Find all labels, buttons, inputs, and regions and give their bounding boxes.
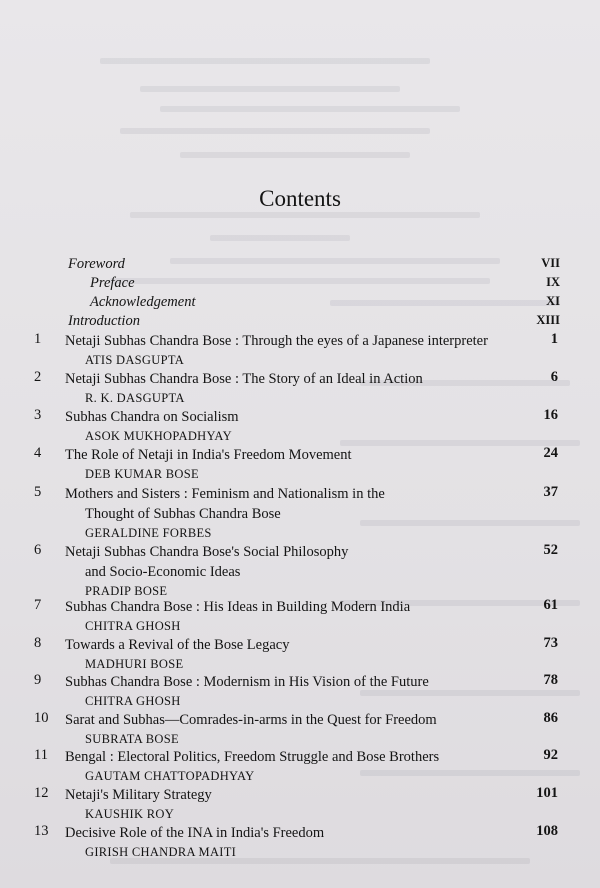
- entry-author: ATIS DASGUPTA: [85, 353, 185, 367]
- entry-title-line: Sarat and Subhas—Comrades-in-arms in the Quest for Freedom: [65, 712, 437, 728]
- entry-number: 4: [34, 445, 42, 461]
- entry-title-line: Netaji Subhas Chandra Bose : Through the eyes of a Japanese interpreter: [65, 333, 488, 349]
- front-matter-page: IX: [546, 275, 560, 289]
- entry-title-line: and Socio-Economic Ideas: [85, 564, 241, 580]
- entry-title-line: Decisive Role of the INA in India's Freedom: [65, 825, 325, 841]
- entry-author: ASOK MUKHOPADHYAY: [85, 429, 232, 443]
- entry-number: 8: [34, 635, 42, 651]
- front-matter-page: XIII: [536, 313, 560, 327]
- entry-page: 52: [543, 542, 558, 558]
- entry-title: [65, 747, 535, 767]
- entry-author: SUBRATA BOSE: [85, 732, 179, 746]
- entry-author: KAUSHIK ROY: [85, 807, 175, 821]
- entry-title-line: Bengal : Electoral Politics, Freedom Struggle and Bose Brothers: [65, 749, 440, 765]
- front-matter-item: [68, 313, 560, 330]
- front-matter-item: [68, 256, 560, 273]
- entry-title: [65, 672, 535, 692]
- front-matter-label: Foreword: [68, 256, 125, 272]
- entry-number: 10: [34, 710, 49, 726]
- entry-title-line: Subhas Chandra Bose : His Ideas in Building Modern India: [65, 599, 411, 615]
- entry-title: [65, 369, 535, 389]
- entry-page: 61: [543, 597, 558, 613]
- front-matter-item: [68, 275, 560, 292]
- front-matter-page: XI: [546, 294, 560, 308]
- entry-page: 6: [550, 369, 558, 385]
- entry-title: [65, 542, 535, 582]
- entry-title: [65, 331, 535, 351]
- entry-title-line: The Role of Netaji in India's Freedom Movement: [65, 447, 352, 463]
- entry-number: 7: [34, 597, 42, 613]
- entry-author: PRADIP BOSE: [85, 584, 168, 598]
- entry-number: 12: [34, 785, 49, 801]
- entry-author: GERALDINE FORBES: [85, 526, 212, 540]
- entry-number: 1: [34, 331, 42, 347]
- entry-title-line: Subhas Chandra on Socialism: [65, 409, 239, 425]
- entry-title-line: Netaji's Military Strategy: [65, 787, 212, 803]
- entry-author: R. K. DASGUPTA: [85, 391, 185, 405]
- entry-author: CHITRA GHOSH: [85, 694, 181, 708]
- entry-page: 37: [543, 484, 558, 500]
- front-matter-page: VII: [541, 256, 560, 270]
- entry-number: 5: [34, 484, 42, 500]
- entry-title: [65, 445, 535, 465]
- entry-page: 16: [543, 407, 558, 423]
- entry-number: 2: [34, 369, 42, 385]
- entry-title-line: Mothers and Sisters : Feminism and Nationalism in the: [65, 486, 385, 502]
- entry-page: 78: [543, 672, 558, 688]
- entry-page: 92: [543, 747, 558, 763]
- entry-page: 101: [536, 785, 558, 801]
- entry-title: [65, 785, 535, 805]
- entry-title-line: Subhas Chandra Bose : Modernism in His Vision of the Future: [65, 674, 429, 690]
- entry-author: DEB KUMAR BOSE: [85, 467, 199, 481]
- front-matter-label: Preface: [90, 275, 135, 291]
- entry-title-line: Netaji Subhas Chandra Bose : The Story of an Ideal in Action: [65, 371, 423, 387]
- entry-author: MADHURI BOSE: [85, 657, 184, 671]
- front-matter-label: Introduction: [68, 313, 140, 329]
- entry-author: GAUTAM CHATTOPADHYAY: [85, 769, 255, 783]
- entry-title: [65, 635, 535, 655]
- entry-title: [65, 407, 535, 427]
- entry-title: [65, 710, 535, 730]
- entry-page: 1: [550, 331, 558, 347]
- entry-number: 6: [34, 542, 42, 558]
- entry-page: 73: [543, 635, 558, 651]
- entry-title: [65, 597, 535, 617]
- entry-author: CHITRA GHOSH: [85, 619, 181, 633]
- entry-title-line: Netaji Subhas Chandra Bose's Social Philosophy: [65, 544, 349, 560]
- entry-number: 11: [34, 747, 48, 763]
- entry-number: 13: [34, 823, 49, 839]
- front-matter-item: [68, 294, 560, 311]
- entry-page: 24: [543, 445, 558, 461]
- entry-page: 108: [536, 823, 558, 839]
- entry-title: [65, 484, 535, 524]
- front-matter-label: Acknowledgement: [90, 294, 196, 310]
- page-title: Contents: [259, 186, 341, 211]
- entry-number: 3: [34, 407, 42, 423]
- entry-author: GIRISH CHANDRA MAITI: [85, 845, 237, 859]
- entry-number: 9: [34, 672, 42, 688]
- entry-page: 86: [543, 710, 558, 726]
- entry-title: [65, 823, 535, 843]
- entry-title-line: Towards a Revival of the Bose Legacy: [65, 637, 290, 653]
- entry-title-line: Thought of Subhas Chandra Bose: [85, 506, 281, 522]
